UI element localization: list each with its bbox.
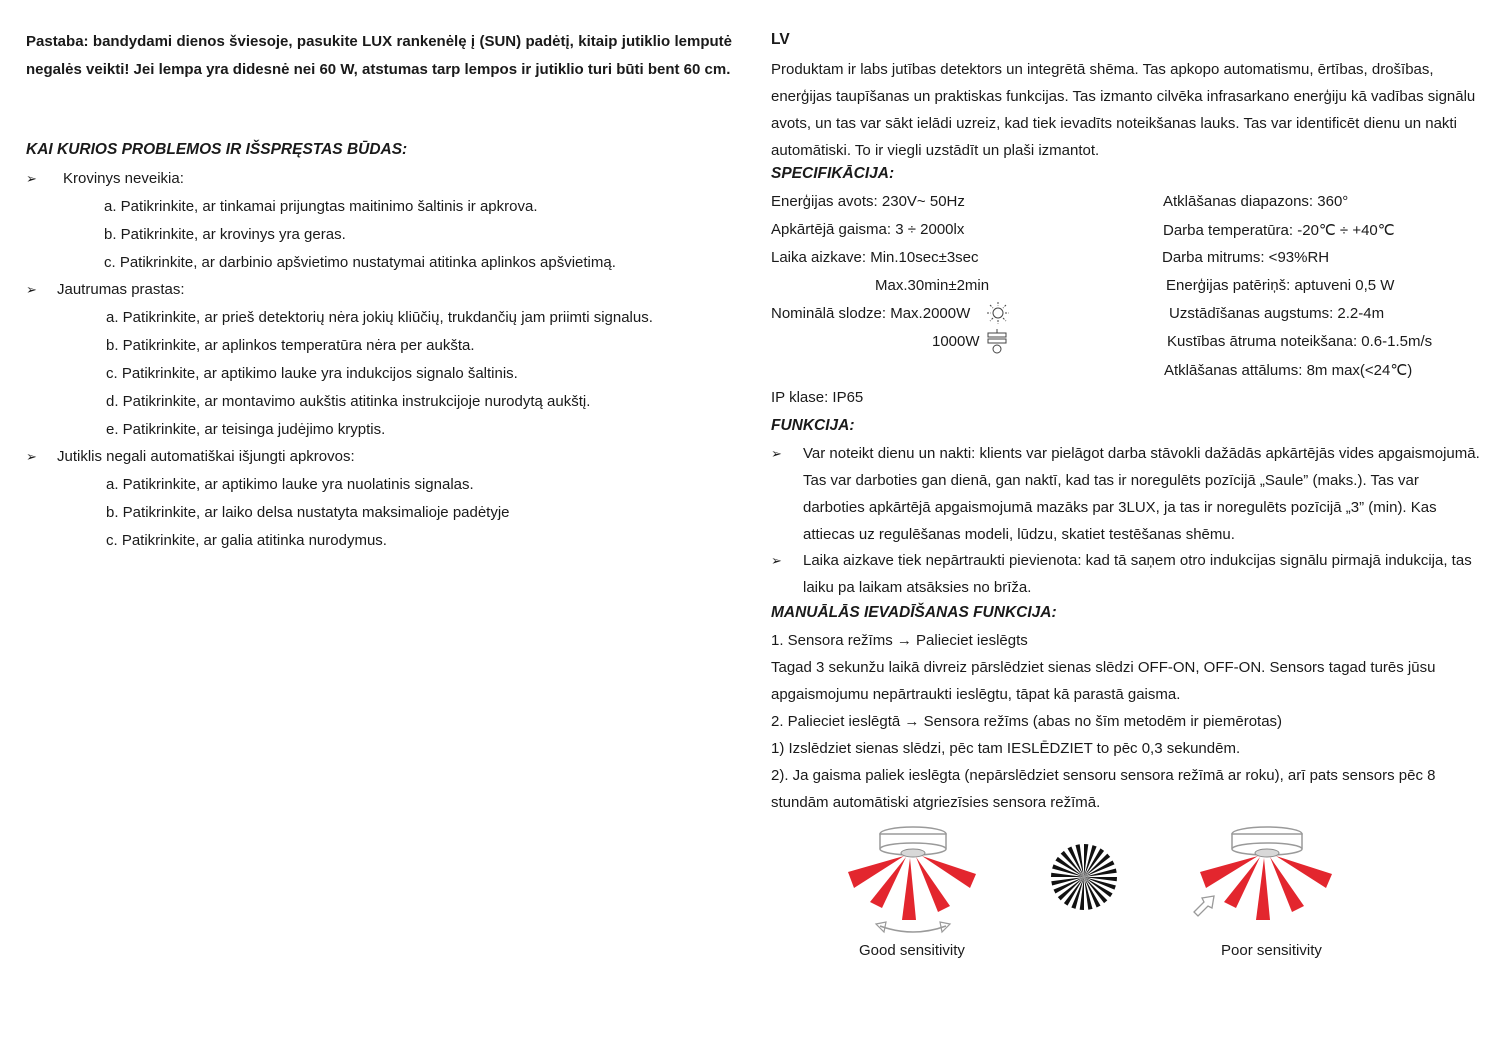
check-item: a. Patikrinkite, ar tinkamai prijungtas maitinimo šaltinis ir apkrova. [104, 198, 538, 215]
check-item: b. Patikrinkite, ar aplinkos temperatūra nėra per aukšta. [106, 337, 475, 354]
good-sensitivity-diagram [840, 822, 985, 940]
check-item: e. Patikrinkite, ar teisinga judėjimo kryptis. [106, 421, 386, 438]
check-item: c. Patikrinkite, ar aptikimo lauke yra indukcijos signalo šaltinis. [106, 365, 518, 382]
check-item: b. Patikrinkite, ar laiko delsa nustatyta maksimalioje padėtyje [106, 504, 510, 521]
spec-line: 1000W [932, 333, 980, 350]
bullet-arrow-icon: ➢ [26, 449, 37, 464]
language-heading: LV [771, 31, 790, 48]
spec-line: Apkārtējā gaisma: 3 ÷ 2000lx [771, 221, 965, 238]
spec-line: Enerģijas patēriņš: aptuveni 0,5 W [1166, 277, 1395, 294]
manual-line: 2. Palieciet ieslēgtā → Sensora režīms (abas no šīm metodēm ir piemērotas) [771, 713, 1283, 730]
check-item: c. Patikrinkite, ar darbinio apšvietimo nustatymai atitinka aplinkos apšvietimą. [104, 254, 616, 271]
poor-sensitivity-diagram [1190, 822, 1340, 942]
check-item: a. Patikrinkite, ar aptikimo lauke yra nuolatinis signalas. [106, 476, 474, 493]
spec-line: Darba mitrums: <93%RH [1162, 249, 1330, 266]
manual-line: 1. Sensora režīms → Palieciet ieslēgts [771, 632, 1028, 649]
poor-sensitivity-caption: Poor sensitivity [1221, 942, 1322, 959]
radial-pattern-icon [1050, 843, 1118, 911]
bulb-icon [986, 302, 1010, 324]
spec-line: Max.30min±2min [875, 277, 990, 294]
spec-line: Uzstādīšanas augstums: 2.2-4m [1169, 305, 1385, 322]
bullet-arrow-icon: ➢ [771, 553, 782, 568]
check-item: d. Patikrinkite, ar montavimo aukštis atitinka instrukcijoje nurodytą aukštį. [106, 393, 591, 410]
spec-line: Laika aizkave: Min.10sec±3sec [771, 249, 979, 266]
spec-line: Enerģijas avots: 230V~ 50Hz [771, 193, 965, 210]
spec-line: Kustības ātruma noteikšana: 0.6-1.5m/s [1167, 333, 1433, 350]
troubleshooting-heading: KAI KURIOS PROBLEMOS IR IŠSPRĘSTAS BŪDAS: [26, 141, 408, 158]
motion-arrow-icon [1194, 896, 1214, 916]
manual-line: 2). Ja gaisma paliek ieslēgta (nepārslēdziet sensoru sensora režīmā ar roku), arī pats sensors pēc 8 stundām automātiski atgriezīsies sensora režīmā. [771, 767, 1436, 811]
note-paragraph: Pastaba: bandydami dienos šviesoje, pasukite LUX rankenėlę į (SUN) padėtį, kitaip jutiklio lemputė negalės veikti! Jei lempa yra didesnė nei 60 W, atstumas tarp lempos ir jutiklio turi būti bent 60 cm. [26, 33, 732, 78]
bullet-arrow-icon: ➢ [771, 446, 782, 461]
spec-line: Atklāšanas diapazons: 360° [1163, 193, 1349, 210]
problem-title: Jautrumas prastas: [57, 281, 185, 298]
intro-paragraph: Produktam ir labs jutības detektors un integrētā shēma. Tas apkopo automatismu, ērtības, drošības, enerģijas taupīšanas un praktiskas funkcijas. Tas izmanto cilvēka infrasarkano enerģiju kā vadības signālu avots, un tas var sākt ielādi uzreiz, kad tiek ievadīts noteikšanas lauks. Tas var identificēt dienu un nakti automātiski. To ir viegli uzstādīt un plaši izmantot. [771, 61, 1476, 159]
function-item: Laika aizkave tiek nepārtraukti pievienota: kad tā saņem otro indukcijas signālu pirmajā indukcija, tas laiku pa laikam atsāksies no brīža. [803, 552, 1472, 596]
spec-line: Darba temperatūra: -20℃ ÷ +40℃ [1163, 222, 1395, 239]
manual-heading: MANUĀLĀS IEVADĪŠANAS FUNKCIJA: [771, 604, 1057, 621]
function-heading: FUNKCIJA: [771, 417, 855, 434]
problem-title: Krovinys neveikia: [63, 170, 184, 187]
ip-class: IP klase: IP65 [771, 389, 864, 406]
tube-lamp-icon [986, 328, 1008, 354]
manual-line: 1) Izslēdziet sienas slēdzi, pēc tam IESLĒDZIET to pēc 0,3 sekundēm. [771, 740, 1241, 757]
manual-line: Tagad 3 sekunžu laikā divreiz pārslēdziet sienas slēdzi OFF-ON, OFF-ON. Sensors tagad turēs jūsu apgaismojumu nepārtraukti ieslēgtu, tāpat kā parastā gaisma. [771, 659, 1436, 703]
spec-line: Nominālā slodze: Max.2000W [771, 305, 971, 322]
good-sensitivity-caption: Good sensitivity [859, 942, 965, 959]
check-item: b. Patikrinkite, ar krovinys yra geras. [104, 226, 346, 243]
spec-heading: SPECIFIKĀCIJA: [771, 165, 895, 182]
function-item: Var noteikt dienu un nakti: klients var pielāgot darba stāvokli dažādās apkārtējās vides apgaismojumā. Tas var darboties gan dienā, gan naktī, kad tas ir noregulēts pozīcijā „Saule” (maks.). Tas var darboties apkārtējā apgaismojumā mazāks par 3LUX, ja tas ir noregulēts pozīcijā „3” (min). Kas attiecas uz regulēšanas modeli, lūdzu, skatiet testēšanas shēmu. [803, 445, 1480, 543]
spec-line: Atklāšanas attālums: 8m max(<24℃) [1164, 362, 1413, 379]
bullet-arrow-icon: ➢ [26, 171, 37, 186]
problem-title: Jutiklis negali automatiškai išjungti apkrovos: [57, 448, 355, 465]
check-item: a. Patikrinkite, ar prieš detektorių nėra jokių kliūčių, trukdančių jam priimti signalus. [106, 309, 653, 326]
check-item: c. Patikrinkite, ar galia atitinka nurodymus. [106, 532, 387, 549]
bullet-arrow-icon: ➢ [26, 282, 37, 297]
